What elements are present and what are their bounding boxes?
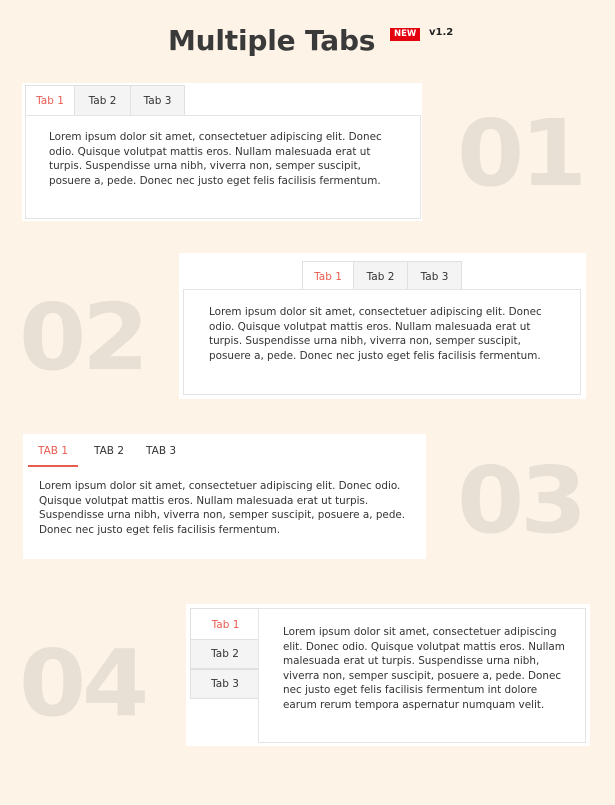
demo-3-tab-2[interactable]: TAB 2 (94, 445, 125, 457)
demo-4-card (186, 604, 590, 746)
demo-1-tabs (25, 85, 185, 116)
demo-1-panel (25, 115, 421, 219)
demo-3-card (23, 434, 426, 559)
demo-1-tab-3[interactable]: Tab 3 (131, 85, 185, 116)
demo-4-tab-1[interactable]: Tab 1 (190, 608, 260, 640)
demo-2-content: Lorem ipsum dolor sit amet, consectetuer adipiscing elit. Donec odio. Quisque volutpat mattis eros. Nullam malesuada erat ut turpis. Suspendisse urna nibh, viverra non, semper suscipit, posuere a, pede. Donec nec justo eget felis facilisis fermentum. (209, 306, 542, 362)
demo-2-card (179, 253, 586, 399)
demo-3-tab-1[interactable]: TAB 1 (28, 445, 78, 467)
demo-3-tab-3[interactable]: TAB 3 (146, 445, 177, 457)
demo-number-01: 01 (456, 100, 584, 207)
demo-number-03: 03 (456, 447, 584, 554)
demo-3-panel (23, 470, 426, 558)
demo-1-card (22, 83, 422, 221)
demo-3-tabs (28, 445, 198, 467)
demo-4-panel (258, 608, 586, 743)
page-header (0, 22, 615, 66)
demo-2-tab-2[interactable]: Tab 2 (354, 261, 408, 292)
demo-4-content: Lorem ipsum dolor sit amet, consectetuer adipiscing elit. Donec odio. Quisque volutpat mattis eros. Nullam malesuada erat ut turpis. Suspendisse urna nibh, viverra non, semper suscipit, posuere a, pede. Donec nec justo eget felis facilisis fermentum int dolore earum rerum tempora aspernatur numquam velit. (283, 626, 565, 711)
demo-3-content: Lorem ipsum dolor sit amet, consectetuer adipiscing elit. Donec odio. Quisque volutpat mattis eros. Nullam malesuada erat ut turpis. Suspendisse urna nibh, viverra non, semper suscipit, posuere a, pede. Donec nec justo eget felis facilisis fermentum. (39, 480, 406, 536)
page-title: Multiple Tabs (168, 24, 376, 57)
demo-2-tab-1[interactable]: Tab 1 (302, 261, 354, 292)
demo-4-tab-2[interactable]: Tab 2 (190, 639, 260, 669)
demo-number-04: 04 (18, 630, 146, 737)
demo-1-content: Lorem ipsum dolor sit amet, consectetuer adipiscing elit. Donec odio. Quisque volutpat mattis eros. Nullam malesuada erat ut turpis. Suspendisse urna nibh, viverra non, semper suscipit, posuere a, pede. Donec nec justo eget felis facilisis fermentum. (49, 131, 382, 187)
demo-number-02: 02 (18, 284, 146, 391)
demo-4-tab-3[interactable]: Tab 3 (190, 669, 260, 699)
new-badge: NEW (390, 28, 420, 41)
demo-2-panel (183, 289, 581, 395)
demo-1-tab-2[interactable]: Tab 2 (75, 85, 131, 116)
demo-2-tabs (302, 261, 462, 292)
demo-2-tab-3[interactable]: Tab 3 (408, 261, 462, 292)
version-label: v1.2 (429, 27, 454, 38)
demo-1-tab-1[interactable]: Tab 1 (25, 85, 75, 116)
